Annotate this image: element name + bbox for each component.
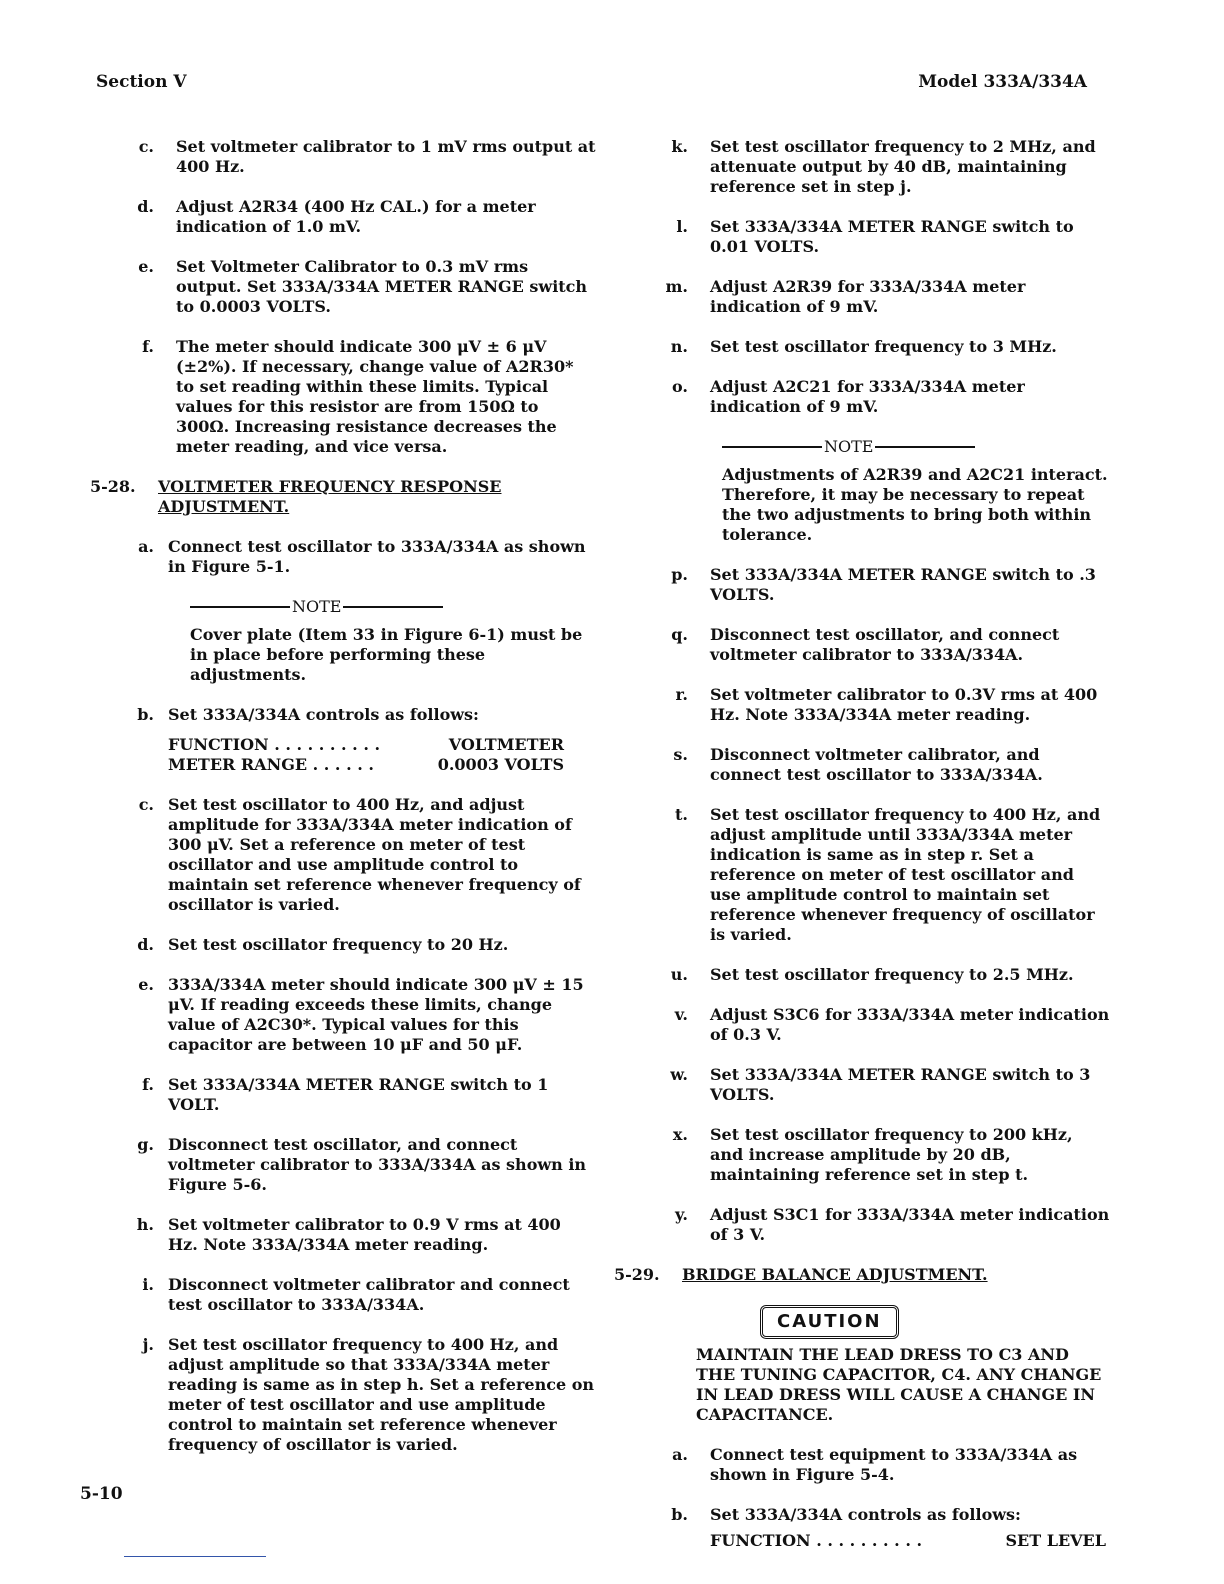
note-box xyxy=(96,597,596,685)
step-a: a. Connect test oscillator to 333A/334A as shown in Figure 5-1. xyxy=(138,537,586,576)
note-text: Adjustments of A2R39 and A2C21 interact. Therefore, it may be necessary to repeat the two adjustments to bring both within tolerance. xyxy=(722,465,1108,544)
step-b3: b. Set 333A/334A controls as follows: FUNCTION . . . . . . . . . . SET LEVEL xyxy=(671,1505,1106,1550)
step-n: n. Set test oscillator frequency to 3 MHz. xyxy=(670,337,1057,356)
header-model: Model 333A/334A xyxy=(918,72,1087,92)
step-l: l. Set 333A/334A METER RANGE switch to 0.01 VOLTS. xyxy=(676,217,1074,256)
step-h: h. Set voltmeter calibrator to 0.9 V rms at 400 Hz. Note 333A/334A meter reading. xyxy=(136,1215,561,1254)
step-g: g. Disconnect test oscillator, and connect voltmeter calibrator to 333A/334A as shown in Figure 5-6. xyxy=(137,1135,587,1194)
right-column xyxy=(614,137,1110,1571)
step-w: w. Set 333A/334A METER RANGE switch to 3 VOLTS. xyxy=(670,1065,1091,1104)
step-c2: c. Set test oscillator to 400 Hz, and adjust amplitude for 333A/334A meter indication of 300 μV. Set a reference on meter of test oscillator and use amplitude control to maintain set reference whenever frequency of oscillator is varied. xyxy=(138,795,581,914)
step-i: i. Disconnect voltmeter calibrator and connect test oscillator to 333A/334A. xyxy=(142,1275,570,1314)
section-number: 5-29. xyxy=(614,1265,660,1284)
note-text: Cover plate (Item 33 in Figure 6-1) must be in place before performing these adjustments. xyxy=(190,625,583,684)
step-f: f. The meter should indicate 300 μV ± 6 μV (±2%). If necessary, change value of A2R30* to set reading within these limits. Typical values for this resistor are from 150Ω to 300Ω. Increasing resistance decreases the meter reading, and vice versa. xyxy=(142,337,574,456)
step-r: r. Set voltmeter calibrator to 0.3V rms at 400 Hz. Note 333A/334A meter reading. xyxy=(675,685,1098,724)
caution-text: MAINTAIN THE LEAD DRESS TO C3 AND THE TUNING CAPACITOR, C4. ANY CHANGE IN LEAD DRESS WILL CAUSE A CHANGE IN CAPACITANCE. xyxy=(696,1345,1102,1424)
control-row: FUNCTION . . . . . . . . . . VOLTMETER xyxy=(168,735,564,754)
step-c: c. Set voltmeter calibrator to 1 mV rms output at 400 Hz. xyxy=(138,137,596,176)
section-5-28 xyxy=(90,477,596,517)
step-j: j. Set test oscillator frequency to 400 Hz, and adjust amplitude so that 333A/334A meter reading is same as in step h. Set a reference on meter of test oscillator and use amplitude control to maintain set reference whenever frequency of oscillator is varied. xyxy=(142,1335,595,1454)
note-title: NOTE xyxy=(824,437,874,456)
note-title: NOTE xyxy=(292,597,342,616)
step-s: s. Disconnect voltmeter calibrator, and connect test oscillator to 333A/334A. xyxy=(673,745,1043,784)
step-e: e. Set Voltmeter Calibrator to 0.3 mV rms output. Set 333A/334A METER RANGE switch to 0.0003 VOLTS. xyxy=(138,257,588,316)
caution-label-wrap xyxy=(620,1305,1110,1339)
control-row: METER RANGE . . . . . . 0.0003 VOLTS xyxy=(168,755,564,774)
section-number: 5-28. xyxy=(90,477,136,496)
page-number: 5-10 xyxy=(80,1484,123,1504)
step-m: m. Adjust A2R39 for 333A/334A meter indication of 9 mV. xyxy=(665,277,1026,316)
step-f2: f. Set 333A/334A METER RANGE switch to 1 VOLT. xyxy=(142,1075,549,1114)
step-p: p. Set 333A/334A METER RANGE switch to .3 VOLTS. xyxy=(671,565,1096,604)
section-title: BRIDGE BALANCE ADJUSTMENT. xyxy=(682,1265,988,1284)
left-column xyxy=(90,137,596,1475)
step-d2: d. Set test oscillator frequency to 20 Hz. xyxy=(137,935,509,954)
step-y: y. Adjust S3C1 for 333A/334A meter indication of 3 V. xyxy=(674,1205,1110,1244)
header-section: Section V xyxy=(96,72,187,92)
step-d: d. Adjust A2R34 (400 Hz CAL.) for a meter indication of 1.0 mV. xyxy=(137,197,536,236)
step-v: v. Adjust S3C6 for 333A/334A meter indication of 0.3 V. xyxy=(674,1005,1110,1044)
step-x: x. Set test oscillator frequency to 200 kHz, and increase amplitude by 20 dB, maintaining reference set in step t. xyxy=(672,1125,1073,1184)
control-row: FUNCTION . . . . . . . . . . SET LEVEL xyxy=(710,1531,1106,1550)
section-title: VOLTMETER FREQUENCY RESPONSE ADJUSTMENT. xyxy=(158,477,502,516)
step-q: q. Disconnect test oscillator, and connect voltmeter calibrator to 333A/334A. xyxy=(671,625,1060,664)
caution-label: CAUTION xyxy=(760,1305,899,1339)
step-b: b. Set 333A/334A controls as follows: FUNCTION . . . . . . . . . . VOLTMETER METER RANGE . . . . . . 0.0003 VOLTS xyxy=(137,705,564,774)
section-5-29 xyxy=(614,1265,1110,1285)
step-u: u. Set test oscillator frequency to 2.5 MHz. xyxy=(670,965,1074,984)
step-k: k. Set test oscillator frequency to 2 MHz, and attenuate output by 40 dB, maintaining reference set in step j. xyxy=(671,137,1096,196)
step-e2: e. 333A/334A meter should indicate 300 μV ± 15 μV. If reading exceeds these limits, change value of A2C30*. Typical values for this capacitor are between 10 μF and 50 μF. xyxy=(138,975,584,1054)
bottom-rule xyxy=(124,1556,266,1557)
step-o: o. Adjust A2C21 for 333A/334A meter indication of 9 mV. xyxy=(672,377,1025,416)
note-box xyxy=(620,437,1110,545)
step-t: t. Set test oscillator frequency to 400 Hz, and adjust amplitude until 333A/334A meter indication is same as in step r. Set a reference on meter of test oscillator and use amplitude control to maintain set reference whenever frequency of oscillator is varied. xyxy=(675,805,1101,944)
step-a3: a. Connect test equipment to 333A/334A as shown in Figure 5-4. xyxy=(672,1445,1078,1484)
